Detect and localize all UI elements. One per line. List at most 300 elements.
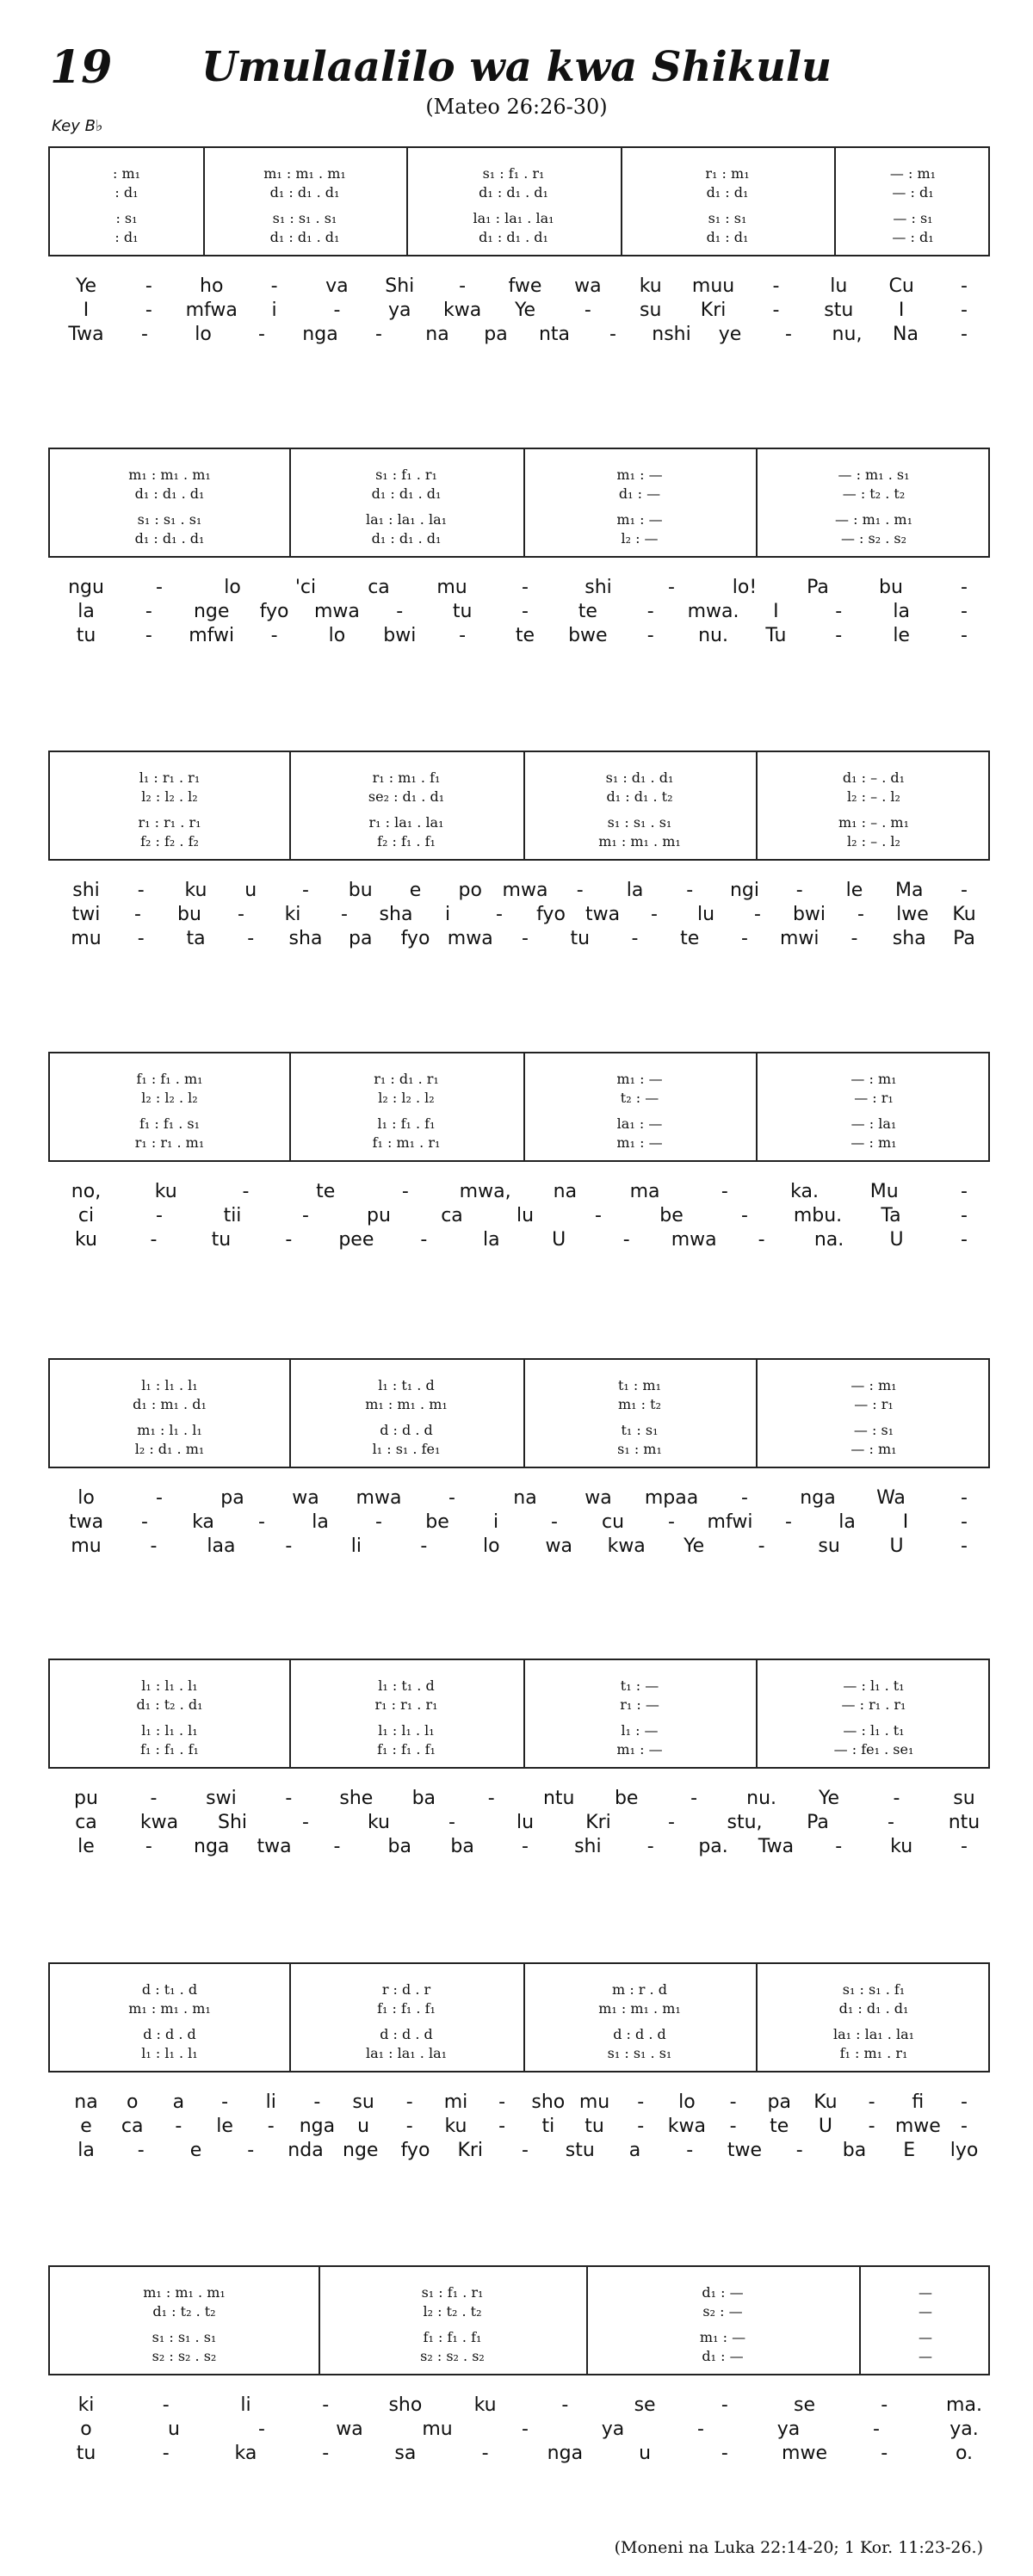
lyric-syllable: li	[350, 1535, 362, 1557]
lyric-syllable: -	[150, 1788, 158, 1809]
lyric-syllable: -	[651, 904, 658, 925]
solfa-measure: d₁ : d₁	[706, 184, 749, 201]
lyric-syllable: -	[697, 2418, 704, 2440]
lyric-syllable: mbu.	[793, 1205, 843, 1226]
lyric-syllable: -	[961, 1181, 968, 1202]
lyric-syllable: ba	[842, 2140, 867, 2161]
lyric-syllable: -	[888, 1812, 894, 1833]
lyric-syllable: bwi	[792, 904, 826, 925]
solfa-measure: l₂ : l₂ . l₂	[378, 1090, 435, 1106]
lyric-syllable: mwi	[779, 928, 820, 949]
lyric-syllable: -	[258, 324, 265, 345]
solfa-measure: — : m₁ . s₁	[838, 466, 910, 483]
bar-line	[289, 1053, 291, 1160]
lyric-syllable: -	[242, 1181, 250, 1202]
lyric-syllable: -	[145, 601, 152, 622]
lyric-syllable: lyo	[949, 2140, 979, 2161]
lyric-syllable: nga	[194, 1836, 230, 1857]
bar-line	[203, 148, 205, 255]
lyric-syllable: o	[126, 2091, 139, 2113]
lyric-syllable: -	[961, 300, 968, 321]
solfa-measure: : d₁	[114, 229, 139, 245]
lyric-syllable: -	[668, 1511, 675, 1533]
lyric-syllable: I	[902, 1511, 909, 1533]
lyric-syllable: lo	[77, 1487, 95, 1509]
lyric-syllable: -	[405, 2116, 413, 2137]
lyric-syllable: fyo	[259, 601, 289, 622]
lyric-syllable: U	[818, 2116, 832, 2137]
solfa-measure: s₁ : f₁ . r₁	[482, 165, 545, 182]
verse-line	[48, 300, 990, 322]
lyric-syllable: ku	[154, 1181, 177, 1202]
lyric-syllable: -	[137, 2140, 145, 2161]
lyric-syllable: -	[961, 1535, 968, 1557]
verse-line	[48, 1229, 990, 1251]
bar-line	[756, 752, 758, 859]
lyric-syllable: ku	[473, 2394, 497, 2416]
lyric-syllable: -	[522, 2418, 529, 2440]
lyric-syllable: -	[141, 1511, 148, 1533]
solfa-measure: m₁ : m₁ . m₁	[365, 1396, 448, 1412]
lyric-syllable: -	[448, 1487, 455, 1509]
lyric-syllable: na	[513, 1487, 537, 1509]
lyric-syllable: ku	[890, 1836, 913, 1857]
lyric-syllable: sho	[531, 2091, 566, 2113]
key-signature: Key B♭	[52, 117, 103, 135]
solfa-measure: d₁ : d₁ . d₁	[371, 485, 442, 502]
solfa-measure: l₂ : d₁ . m₁	[134, 1441, 205, 1457]
lyric-syllable: sa	[394, 2443, 417, 2464]
lyric-syllable: -	[961, 625, 968, 646]
solfa-measure: — : fe₁ . se₁	[833, 1741, 914, 1757]
lyric-syllable: ba	[411, 1788, 436, 1809]
lyric-syllable: -	[721, 2443, 728, 2464]
lyric-syllable: -	[741, 1205, 748, 1226]
solfa-measure: s₂ : s₂ . s₂	[420, 2348, 485, 2364]
lyric-syllable: mu	[71, 1535, 102, 1557]
lyric-syllable: wa	[545, 1535, 572, 1557]
solfa-measure: s₁ : s₁ . s₁	[607, 814, 672, 831]
lyric-syllable: mwa	[356, 1487, 402, 1509]
bar-line	[289, 1964, 291, 2071]
lyric-syllable: ya	[601, 2418, 625, 2440]
lyric-syllable: Shi	[217, 1812, 248, 1833]
verse-line	[48, 1812, 990, 1834]
lyric-syllable: -	[522, 1836, 529, 1857]
lyric-syllable: 'ci	[294, 577, 317, 598]
lyric-syllable: -	[551, 1511, 558, 1533]
lyric-syllable: -	[785, 324, 792, 345]
solfa-measure: —	[919, 2348, 932, 2364]
lyric-syllable: ntu	[948, 1812, 980, 1833]
solfa-measure: l₁ : l₁ . l₁	[141, 1722, 198, 1739]
solfa-measure: — : m₁	[851, 1441, 897, 1457]
lyric-syllable: Ye	[684, 1535, 705, 1557]
solfa-measure: l₁ : l₁ . l₁	[141, 2045, 198, 2061]
solfa-measure: m₁ : t₂	[618, 1396, 661, 1412]
solfa-measure: : s₁	[115, 210, 138, 226]
lyric-syllable: E	[903, 2140, 916, 2161]
lyric-syllable: wa	[292, 1487, 319, 1509]
solfa-measure: l₁ : l₁ . l₁	[141, 1377, 198, 1393]
solfa-measure: — : r₁	[854, 1090, 894, 1106]
lyric-syllable: pa	[349, 928, 373, 949]
lyric-syllable: -	[405, 2091, 413, 2113]
music-system	[48, 1052, 990, 1162]
lyric-syllable: Shi	[385, 275, 415, 297]
lyric-syllable: stu,	[727, 1812, 763, 1833]
solfa-measure: t₁ : —	[620, 1677, 659, 1694]
solfa-measure: d : d . d	[380, 2026, 433, 2042]
lyric-syllable: stu	[824, 300, 854, 321]
lyric-syllable: ca	[441, 1205, 463, 1226]
lyric-syllable: mpaa	[644, 1487, 699, 1509]
solfa-measure: l₁ : l₁ . l₁	[141, 1677, 198, 1694]
verse-line	[48, 928, 990, 950]
lyric-syllable: la	[893, 601, 910, 622]
lyric-syllable: -	[141, 324, 148, 345]
lyric-syllable: na.	[813, 1229, 844, 1251]
lyric-syllable: -	[857, 904, 864, 925]
solfa-measure: — : s₂ . s₂	[840, 530, 907, 547]
solfa-measure: r₁ : m₁	[705, 165, 750, 182]
lyric-syllable: -	[267, 2116, 275, 2137]
lyric-syllable: i	[492, 1511, 499, 1533]
bar-line	[319, 2267, 320, 2374]
lyric-syllable: ku	[444, 2116, 467, 2137]
lyric-syllable: ntu	[542, 1788, 575, 1809]
lyric-syllable: -	[686, 880, 694, 901]
lyric-syllable: -	[646, 625, 654, 646]
lyric-syllable: kwa	[667, 2116, 706, 2137]
lyric-syllable: -	[721, 1181, 728, 1202]
solfa-measure: — : la₁	[851, 1115, 897, 1132]
lyric-syllable: -	[637, 2091, 645, 2113]
lyric-syllable: -	[961, 1511, 968, 1533]
solfa-measure: f₁ : f₁ . s₁	[139, 1115, 201, 1132]
solfa-measure: —	[919, 2303, 932, 2320]
lyric-syllable: tu	[76, 625, 96, 646]
solfa-measure: r₁ : la₁ . la₁	[368, 814, 444, 831]
lyric-syllable: Mu	[869, 1181, 899, 1202]
lyric-syllable: laa	[207, 1535, 236, 1557]
lyric-syllable: -	[622, 1229, 630, 1251]
lyric-syllable: sha	[379, 904, 413, 925]
solfa-measure: — : s₁	[853, 1422, 894, 1438]
solfa-measure: —	[919, 2329, 932, 2345]
lyric-syllable: lo	[328, 625, 346, 646]
lyric-syllable: u	[168, 2418, 180, 2440]
lyric-syllable: Pa	[953, 928, 975, 949]
solfa-measure: d₁ : t₂ . d₁	[136, 1696, 203, 1713]
solfa-measure: la₁ : la₁ . la₁	[365, 511, 448, 528]
lyric-syllable: -	[741, 1487, 748, 1509]
lyric-syllable: ku	[367, 1812, 391, 1833]
lyric-syllable: -	[401, 1181, 409, 1202]
solfa-measure: s₁ : s₁ . s₁	[152, 2329, 217, 2345]
lyric-syllable: mwa	[502, 880, 548, 901]
solfa-measure: l₂ : – . l₂	[847, 833, 900, 849]
lyric-syllable: -	[851, 928, 858, 949]
solfa-measure: f₁ : m₁ . r₁	[372, 1134, 441, 1151]
bar-line	[756, 1964, 758, 2071]
lyric-syllable: lo!	[732, 577, 758, 598]
lyric-syllable: wa	[336, 2418, 363, 2440]
lyric-syllable: shi	[72, 880, 100, 901]
lyric-syllable: -	[522, 601, 529, 622]
lyric-syllable: fyo	[536, 904, 566, 925]
solfa-measure: m₁ : m₁ . m₁	[598, 2000, 681, 2017]
verse-line	[48, 1511, 990, 1534]
lyric-syllable: -	[961, 1836, 968, 1857]
lyric-syllable: ye	[718, 324, 742, 345]
lyric-syllable: lu	[516, 1812, 535, 1833]
lyric-syllable: sha	[288, 928, 323, 949]
lyric-syllable: twe	[727, 2140, 763, 2161]
lyric-syllable: nshi	[652, 324, 691, 345]
lyric-syllable: -	[961, 324, 968, 345]
solfa-measure: s₁ : m₁	[617, 1441, 662, 1457]
lyric-syllable: lo	[678, 2091, 696, 2113]
lyric-syllable: -	[459, 625, 467, 646]
lyric-syllable: la	[77, 2140, 95, 2161]
bar-line	[523, 1360, 525, 1467]
music-system	[48, 1659, 990, 1769]
lyric-syllable: -	[258, 1511, 265, 1533]
scripture-reference: (Mateo 26:26-30)	[425, 95, 608, 119]
solfa-measure: m₁ : —	[616, 1071, 663, 1087]
lyric-syllable: la	[482, 1229, 500, 1251]
lyric-syllable: lo	[195, 324, 212, 345]
lyric-syllable: se	[794, 2394, 816, 2416]
lyric-syllable: -	[729, 2091, 737, 2113]
lyric-syllable: -	[785, 1511, 792, 1533]
lyric-syllable: -	[873, 2418, 880, 2440]
solfa-measure: d₁ : d₁ . d₁	[838, 2000, 909, 2017]
lyric-syllable: -	[156, 577, 163, 598]
lyric-syllable: stu	[565, 2140, 595, 2161]
solfa-measure: f₁ : f₁ . m₁	[136, 1071, 203, 1087]
bar-line	[586, 2267, 588, 2374]
lyric-syllable: fyo	[400, 2140, 430, 2161]
lyric-syllable: ma	[629, 1181, 660, 1202]
lyric-syllable: Ye	[514, 300, 536, 321]
solfa-measure: d₁ : d₁ . d₁	[134, 485, 205, 502]
solfa-measure: l₁ : l₁ . l₁	[378, 1722, 435, 1739]
solfa-measure: l₂ : l₂ . l₂	[141, 788, 198, 805]
solfa-measure: m₁ : – . m₁	[838, 814, 909, 831]
solfa-measure: l₁ : t₁ . d	[378, 1677, 435, 1694]
lyric-syllable: -	[258, 2418, 265, 2440]
lyric-syllable: lu	[516, 1205, 535, 1226]
lyric-syllable: pa	[767, 2091, 791, 2113]
solfa-measure: d₁ : —	[702, 2284, 744, 2301]
lyric-syllable: -	[285, 1788, 293, 1809]
lyric-syllable: she	[339, 1788, 374, 1809]
lyric-syllable: -	[270, 625, 278, 646]
lyric-syllable: ka	[192, 1511, 214, 1533]
lyric-syllable: ku	[639, 275, 662, 297]
lyric-syllable: su	[352, 2091, 374, 2113]
lyric-syllable: li	[265, 2091, 276, 2113]
lyric-syllable: lu	[830, 275, 848, 297]
lyric-syllable: pee	[338, 1229, 374, 1251]
solfa-measure: — : m₁	[851, 1377, 897, 1393]
verse-line	[48, 2418, 990, 2441]
lyric-syllable: ka	[234, 2443, 257, 2464]
lyric-syllable: -	[795, 2140, 803, 2161]
lyric-syllable: ki	[77, 2394, 95, 2416]
lyric-syllable: Ma	[895, 880, 924, 901]
lyric-syllable: -	[668, 1812, 675, 1833]
solfa-measure: s₁ : f₁ . r₁	[375, 466, 437, 483]
solfa-measure: m₁ : —	[616, 1134, 663, 1151]
lyric-syllable: ca	[121, 2116, 144, 2137]
lyric-syllable: U	[552, 1229, 566, 1251]
solfa-measure: d₁ : d₁ . d₁	[371, 530, 442, 547]
lyric-syllable: na	[553, 1181, 578, 1202]
solfa-measure: — : m₁	[851, 1071, 897, 1087]
solfa-measure: l₂ : – . l₂	[847, 788, 900, 805]
lyric-syllable: -	[302, 1205, 309, 1226]
lyric-syllable: lwe	[896, 904, 929, 925]
solfa-measure: —	[919, 2284, 932, 2301]
lyric-syllable: -	[868, 2091, 875, 2113]
music-system	[48, 1358, 990, 1468]
lyric-syllable: -	[322, 2443, 330, 2464]
lyric-syllable: -	[156, 1487, 163, 1509]
solfa-measure: — : s₁	[893, 210, 933, 226]
lyric-syllable: -	[496, 904, 503, 925]
lyric-syllable: po	[458, 880, 482, 901]
lyric-syllable: cu	[601, 1511, 625, 1533]
lyric-syllable: ho	[200, 275, 224, 297]
lyric-syllable: o	[80, 2418, 92, 2440]
solfa-measure: r : d . r	[381, 1981, 431, 1998]
verse-line	[48, 1487, 990, 1510]
lyric-syllable: -	[881, 2443, 888, 2464]
solfa-measure: s₁ : s₁	[708, 210, 747, 226]
lyric-syllable: -	[302, 1812, 309, 1833]
bar-line	[756, 1053, 758, 1160]
lyric-syllable: ku	[184, 880, 207, 901]
lyric-syllable: le	[845, 880, 863, 901]
lyric-syllable: twa	[257, 1836, 292, 1857]
lyric-syllable: mwa	[313, 601, 360, 622]
music-system	[48, 448, 990, 558]
lyric-syllable: nga	[800, 1487, 836, 1509]
lyric-syllable: nu,	[832, 324, 863, 345]
solfa-measure: m₁ : —	[616, 511, 663, 528]
bar-line	[523, 752, 525, 859]
solfa-measure: l₁ : s₁ . fe₁	[372, 1441, 441, 1457]
lyric-syllable: -	[175, 2116, 182, 2137]
verse-line	[48, 601, 990, 623]
lyric-syllable: ku	[74, 1229, 98, 1251]
lyric-syllable: pu	[367, 1205, 391, 1226]
lyric-syllable: no,	[71, 1181, 102, 1202]
solfa-measure: — : r₁ . r₁	[841, 1696, 906, 1713]
lyric-syllable: be	[425, 1511, 449, 1533]
lyric-syllable: su	[953, 1788, 975, 1809]
lyric-syllable: -	[285, 1535, 293, 1557]
lyric-syllable: -	[584, 300, 591, 321]
solfa-measure: r₁ : r₁ . r₁	[374, 1696, 438, 1713]
lyric-syllable: -	[522, 2140, 529, 2161]
lyric-syllable: -	[961, 1229, 968, 1251]
verse-line	[48, 904, 990, 926]
lyric-syllable: -	[561, 2394, 569, 2416]
lyric-syllable: pa	[484, 324, 508, 345]
lyric-syllable: nga	[302, 324, 338, 345]
lyric-syllable: Ye	[75, 275, 97, 297]
lyric-syllable: a	[628, 2140, 641, 2161]
lyric-syllable: twa	[68, 1511, 104, 1533]
lyric-syllable: la	[838, 1511, 856, 1533]
solfa-measure: s₁ : f₁ . r₁	[421, 2284, 484, 2301]
lyric-syllable: bu	[348, 880, 373, 901]
lyric-syllable: U	[889, 1535, 904, 1557]
lyric-syllable: -	[247, 928, 255, 949]
music-system	[48, 2265, 990, 2375]
solfa-measure: m : r . d	[612, 1981, 667, 1998]
lyric-syllable: ba	[450, 1836, 474, 1857]
lyric-syllable: nu.	[698, 625, 729, 646]
lyric-syllable: te	[578, 601, 597, 622]
solfa-measure: m₁ : m₁ . m₁	[128, 2000, 211, 2017]
lyric-syllable: Twa	[68, 324, 104, 345]
lyric-syllable: nta	[538, 324, 571, 345]
solfa-measure: d : d . d	[380, 1422, 433, 1438]
verse-line	[48, 1205, 990, 1227]
solfa-measure: d : d . d	[143, 2026, 196, 2042]
lyric-syllable: le	[216, 2116, 233, 2137]
lyric-syllable: -	[313, 2091, 321, 2113]
lyric-syllable: mfwa	[185, 300, 238, 321]
solfa-measure: m₁ : m₁ . m₁	[263, 165, 346, 182]
lyric-syllable: -	[145, 625, 152, 646]
solfa-measure: d₁ : t₂ . t₂	[152, 2303, 216, 2320]
lyric-syllable: -	[150, 1535, 158, 1557]
solfa-measure: s₂ : s₂ . s₂	[152, 2348, 217, 2364]
lyric-syllable: le	[893, 625, 910, 646]
verse-line	[48, 2443, 990, 2465]
bar-line	[523, 1964, 525, 2071]
lyric-syllable: -	[609, 324, 616, 345]
lyric-syllable: na	[74, 2091, 98, 2113]
bar-line	[289, 752, 291, 859]
verse-line	[48, 880, 990, 902]
lyric-syllable: -	[375, 1511, 382, 1533]
solfa-measure: m₁ : m₁ . m₁	[128, 466, 211, 483]
solfa-measure: d₁ : —	[702, 2348, 744, 2364]
solfa-measure: s₁ : s₁ . f₁	[842, 1981, 906, 1998]
lyric-syllable: -	[741, 928, 748, 949]
solfa-measure: s₁ : s₁ . s₁	[137, 511, 202, 528]
lyric-syllable: bu	[879, 577, 903, 598]
lyric-syllable: e	[409, 880, 422, 901]
lyric-syllable: -	[758, 1229, 765, 1251]
lyric-syllable: ba	[387, 1836, 412, 1857]
hymn-title: Umulaalilo wa kwa Shikulu	[201, 43, 832, 91]
lyric-syllable: I	[83, 300, 90, 321]
lyric-syllable: -	[145, 1836, 152, 1857]
solfa-measure: l₁ : f₁ . f₁	[377, 1115, 436, 1132]
lyric-syllable: mi	[443, 2091, 468, 2113]
lyric-syllable: a	[172, 2091, 185, 2113]
lyric-syllable: ti	[541, 2116, 555, 2137]
solfa-measure: — : m₁	[889, 165, 937, 182]
